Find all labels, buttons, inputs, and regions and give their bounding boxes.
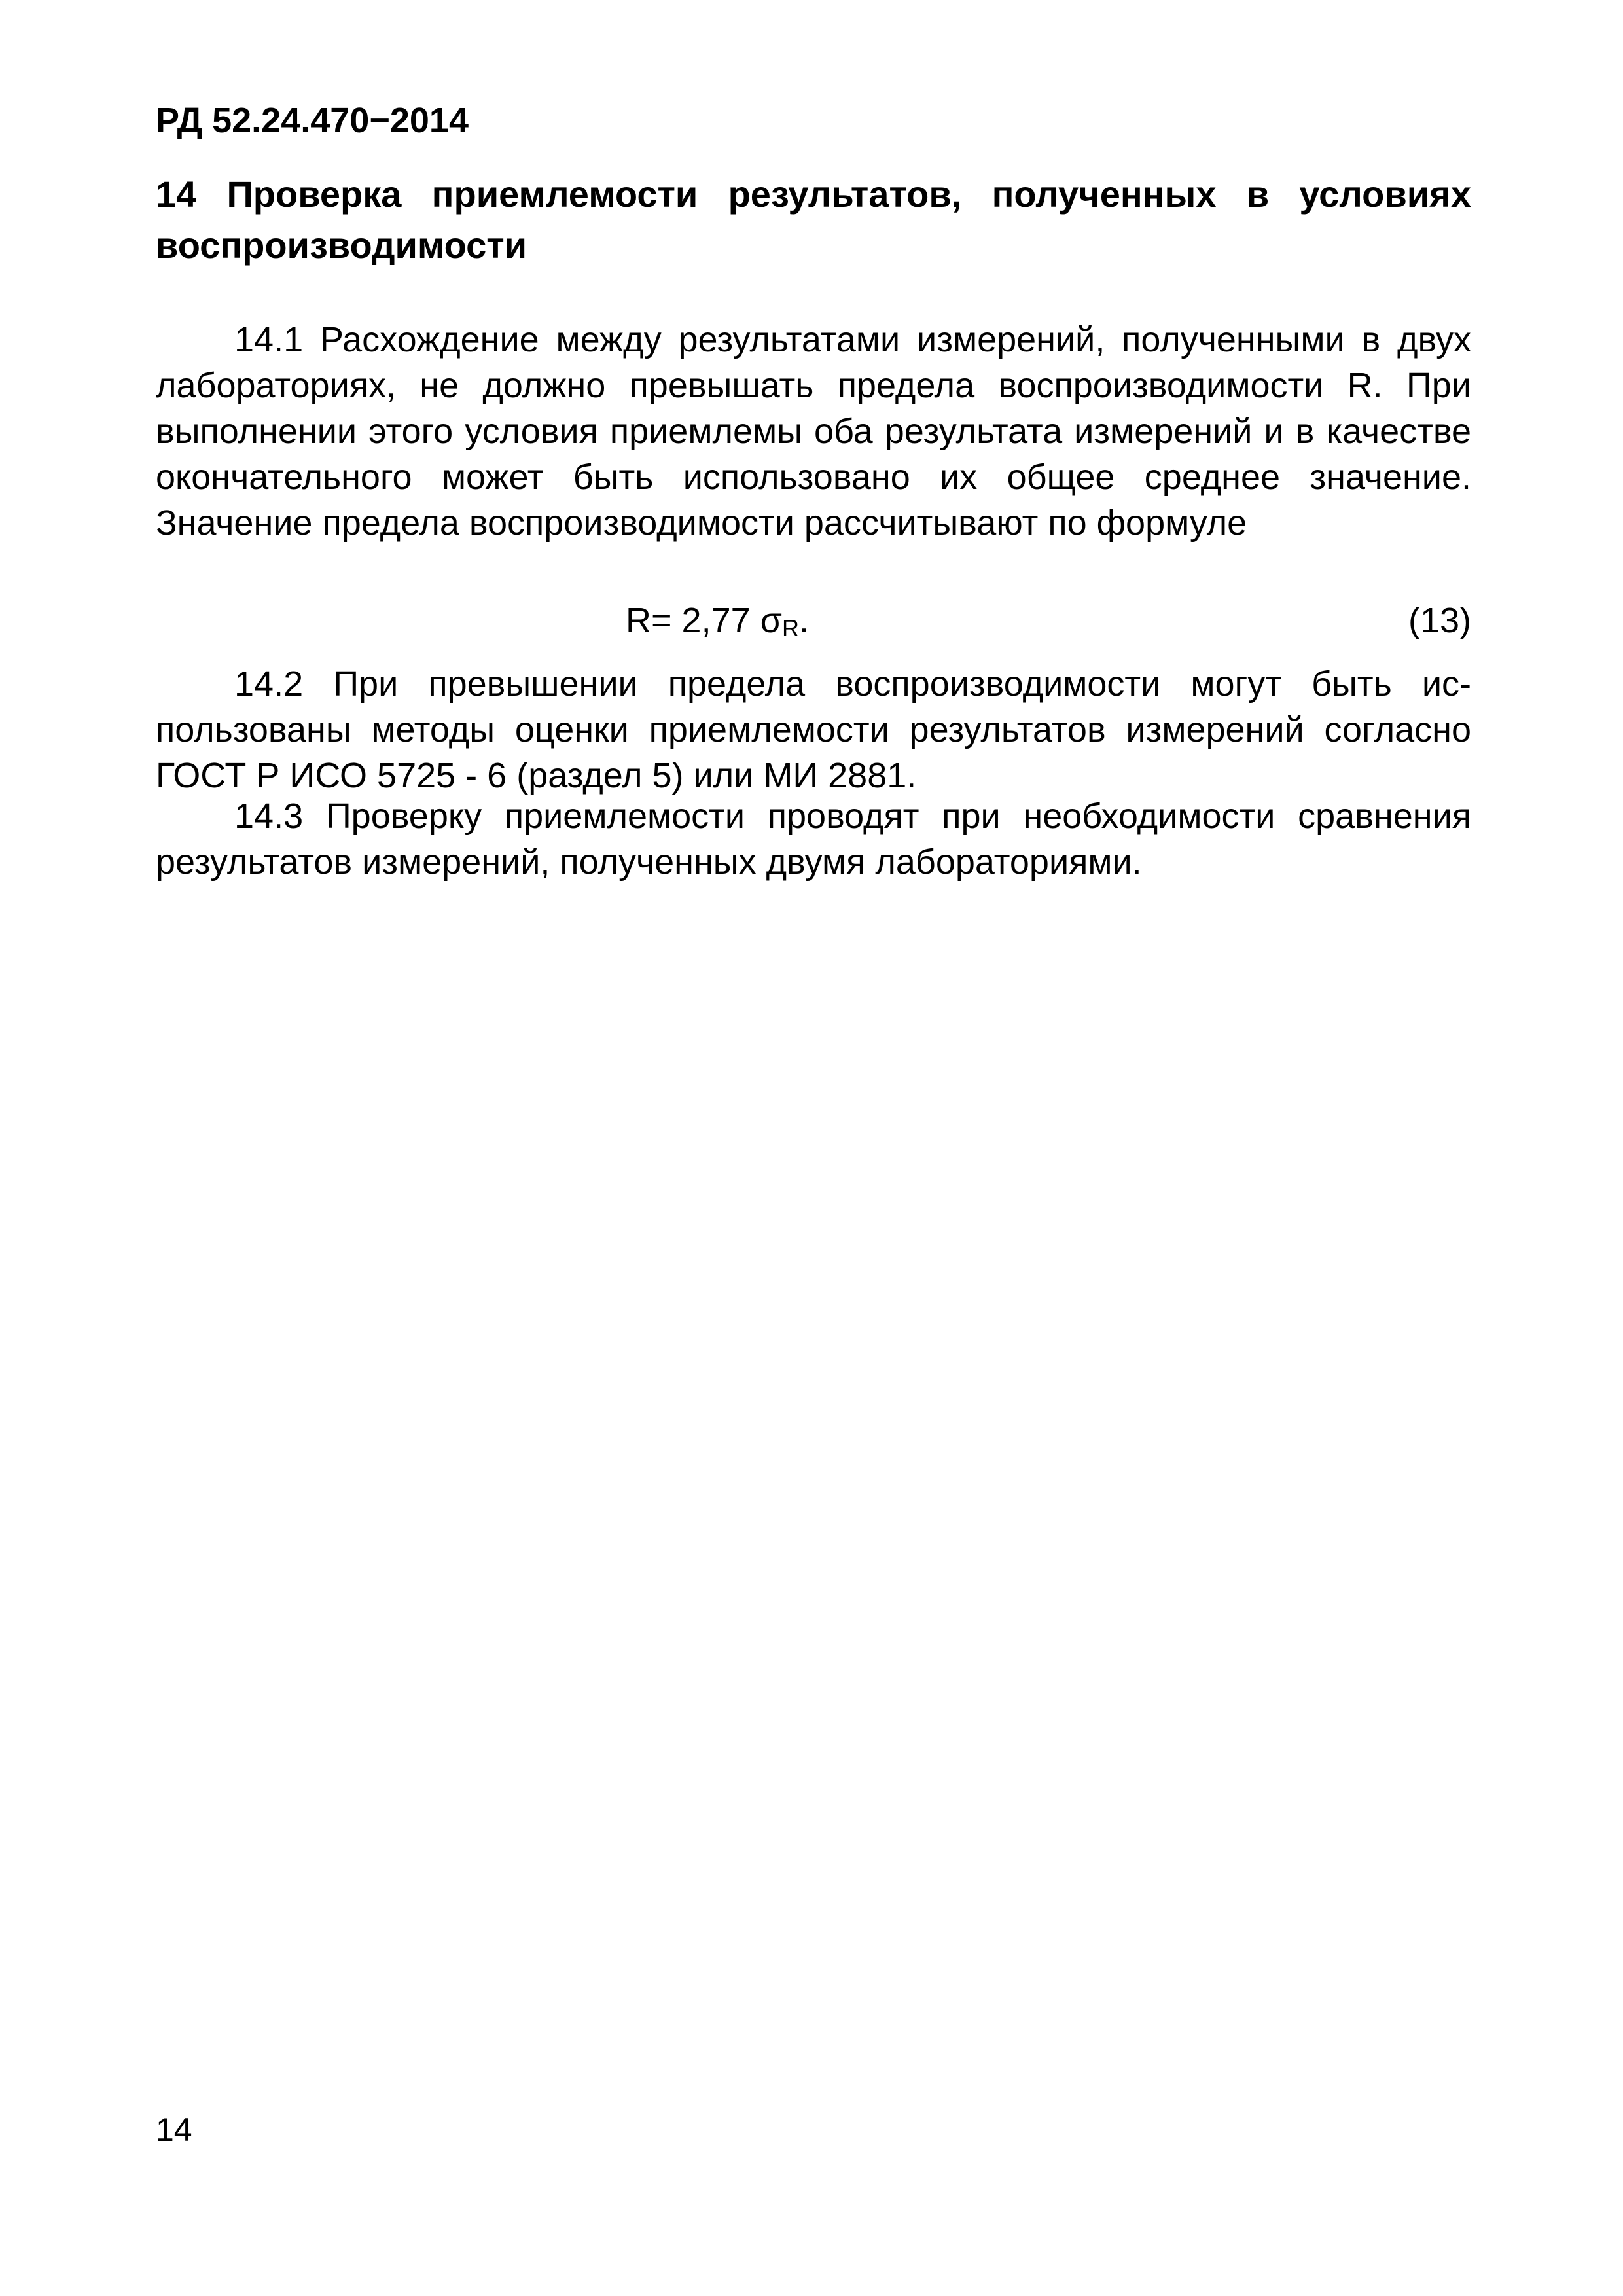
formula-period: . [798, 601, 809, 640]
paragraph-14-3-text: 14.3 Проверку приемлемости проводят при необходимости сравнения результатов измерений, полученных двумя лабораториями. [156, 797, 1471, 882]
paragraph-14-2-text: 14.2 При превышении предела воспроизводимости могут быть использованы методы оценки приемлемости результатов измерений согласно ГОСТ Р ИСО 5725 - 6 (раздел 5) или МИ 2881. [156, 664, 1471, 795]
section-heading: 14 Проверка приемлемости результатов, полученных в условиях воспроизводимости [156, 173, 1471, 266]
paragraph-14-3 [156, 793, 1471, 885]
formula-expression: R= 2,77 σ [626, 601, 782, 640]
paragraph-14-2 [156, 661, 1471, 798]
formula-row [156, 596, 1471, 645]
document-code: РД 52.24.470−2014 [156, 101, 469, 140]
formula-subscript: R [781, 615, 799, 641]
formula [626, 596, 809, 653]
formula-number: (13) [1408, 601, 1471, 640]
page-number: 14 [156, 2111, 192, 2148]
paragraph-14-1-text: 14.1 Расхождение между результатами измерений, полученными в двух лабораториях, не должно превышать предела воспроизводимости R. При выполнении этого условия приемлемы оба результата измерений и в качестве окончательного может быть использовано их общее среднее значение. Значение предела воспроизводимости рассчитывают по формуле [156, 320, 1471, 543]
paragraph-14-1 [156, 317, 1471, 546]
